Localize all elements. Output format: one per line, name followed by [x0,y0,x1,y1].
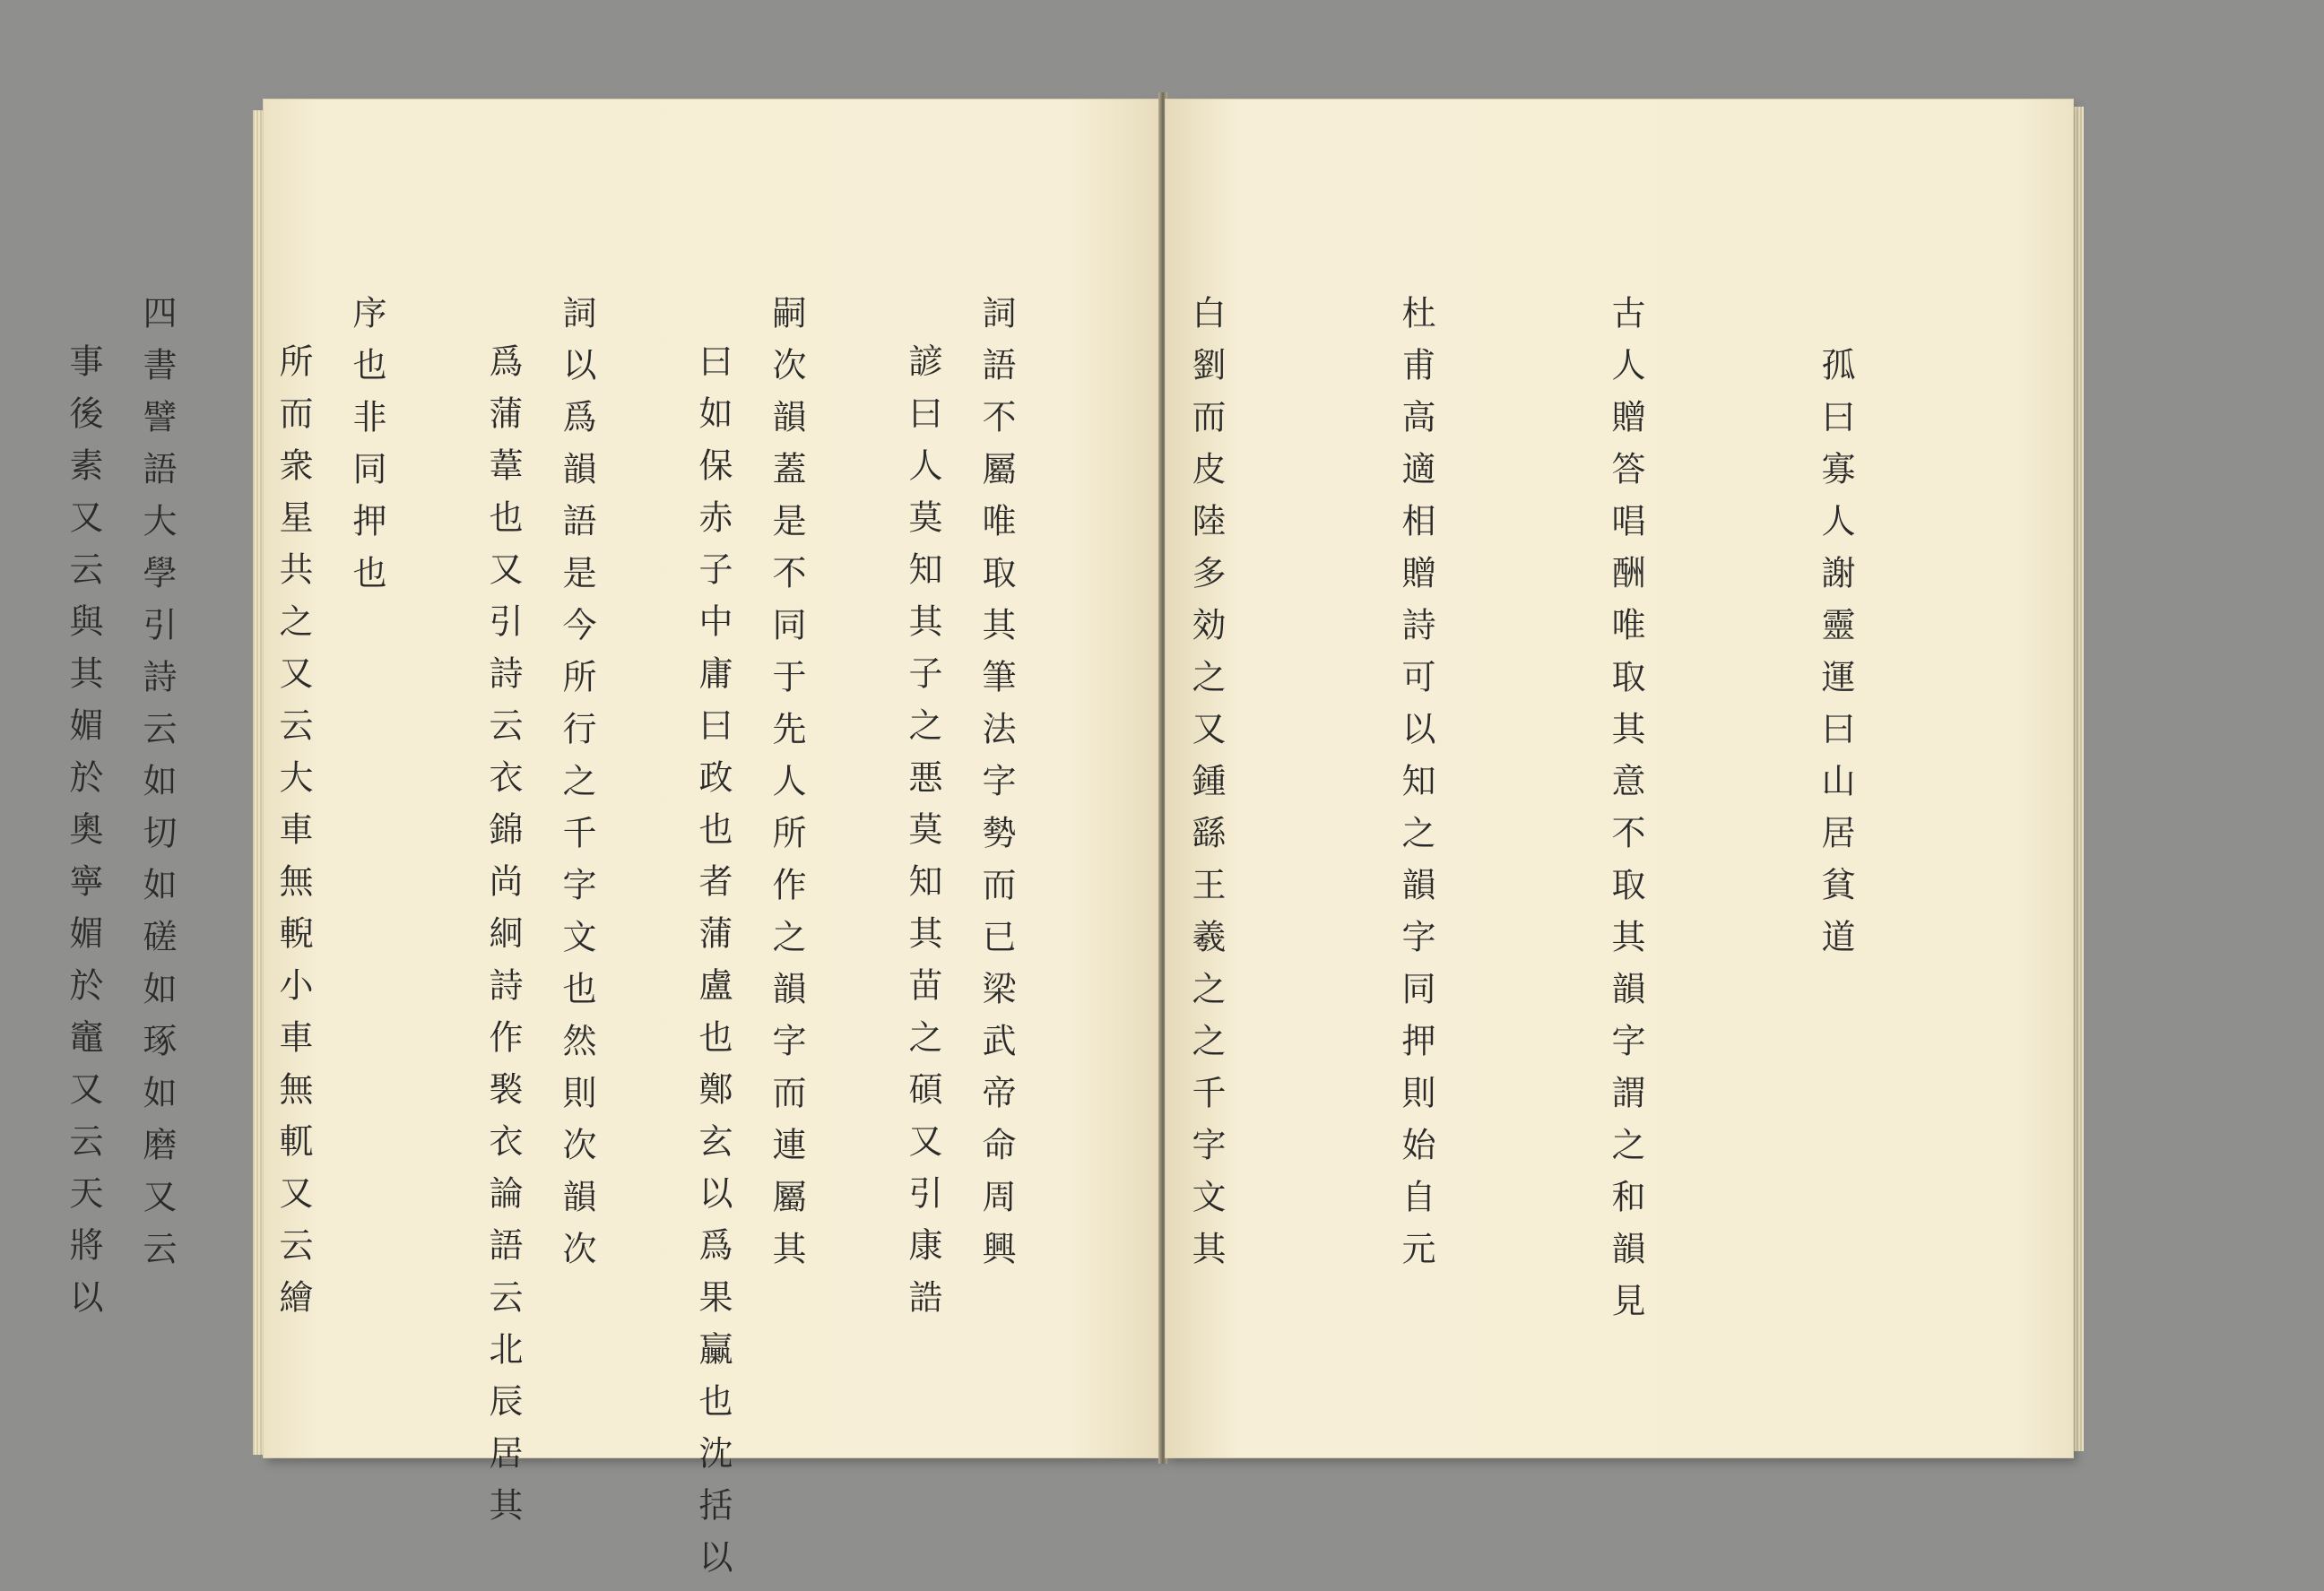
text-column: 孤曰寡人謝靈運曰山居貧道 [1816,347,1855,971]
text-column: 白劉而皮陸多効之又鍾繇王羲之之千字文其 [1186,295,1226,1283]
text-column: 爲蒲葦也又引詩云衣錦尚絅詩作褧衣論語云北辰居其 [483,343,523,1539]
text-column: 杜甫高適相贈詩可以知之韻字同押則始自元 [1396,295,1435,1283]
text-column: 四書譬語大學引詩云如切如磋如琢如磨又云 [137,295,177,1283]
text-column: 嗣次韻蓋是不同于先人所作之韻字而連屬其 [767,295,806,1283]
text-column: 曰如保赤子中庸曰政也者蒲盧也鄭玄以爲果臝也沈括以 [693,343,733,1591]
text-column: 所而衆星共之又云大車無輗小車無軏又云繪 [273,343,313,1331]
text-column: 諺曰人莫知其子之悪莫知其苗之碩又引康誥 [903,343,942,1331]
right-page-text [0,295,2010,1591]
text-column: 詞以爲韻語是今所行之千字文也然則次韻次 [557,295,596,1283]
text-column: 序也非同押也 [347,295,386,607]
text-column: 古人贈答唱酬唯取其意不取其韻字謂之和韻見 [1606,295,1645,1335]
open-book [64,92,2084,1591]
text-column: 事後素又云與其媚於奧寧媚於竈又云天將以 [64,343,103,1331]
text-column: 詞語不屬唯取其筆法字勢而已梁武帝命周興 [976,295,1016,1283]
